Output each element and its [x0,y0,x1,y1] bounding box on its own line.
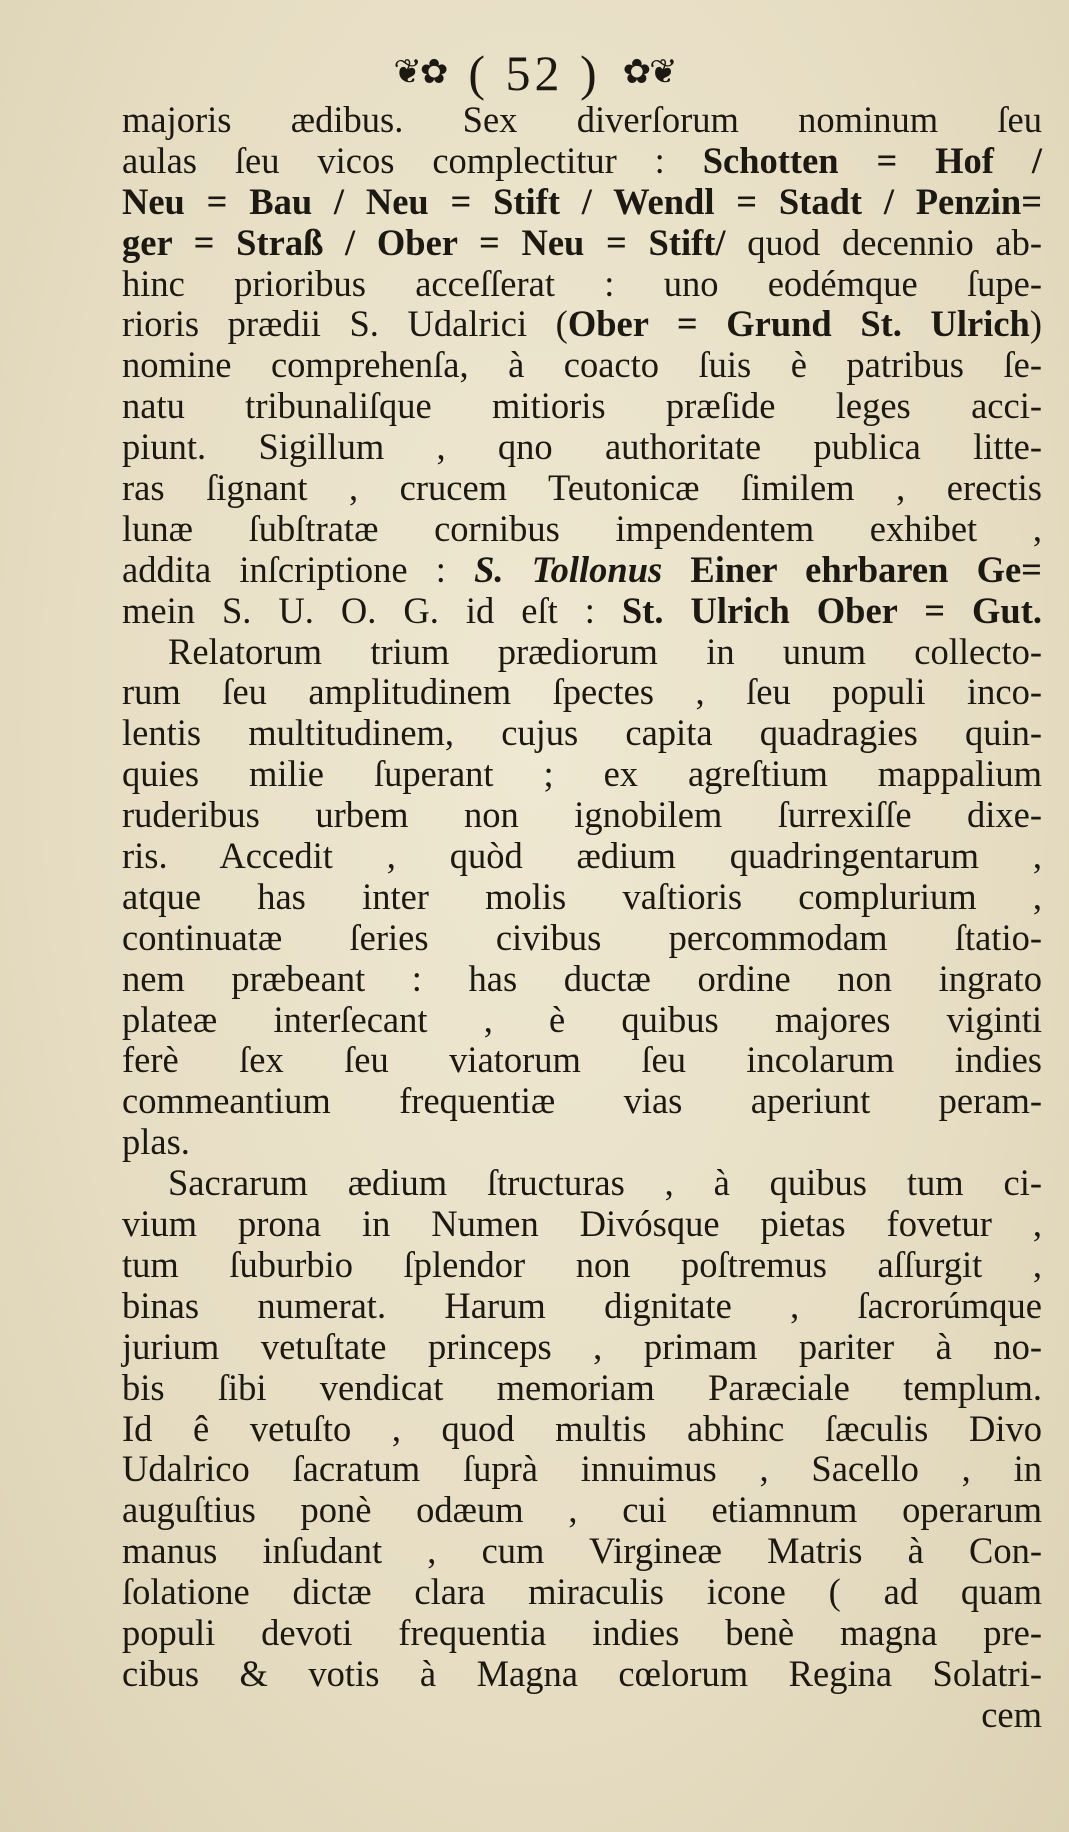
text-line [122,1245,1042,1286]
text-segment: continuatæ ſeries civibus percommodam ſtatio- [122,916,1042,958]
text-segment: plateæ interſecant , è quibus majores viginti [122,998,1042,1040]
text-segment: tum ſuburbio ſplendor non poſtremus aſſurgit , [122,1243,1042,1285]
text-segment: ſolatione dictæ clara miraculis icone ( ad quam [122,1571,1042,1613]
text-segment: mein S. U. O. G. id eſt : [122,589,622,631]
text-segment: majoris ædibus. Sex diverſorum nominum ſeu [122,99,1042,140]
text-segment: ferè ſex ſeu viatorum ſeu incolarum indies [122,1039,1042,1081]
right-ornament-icon: ✿❦ [622,54,676,91]
text-segment: lentis multitudinem, cujus capita quadragies quin- [122,712,1042,754]
text-line [122,1000,1042,1041]
text-line [122,427,1042,468]
text-line [122,1368,1042,1409]
text-segment: cibus & votis à Magna cœlorum Regina Solatri- [122,1652,1042,1694]
text-line [122,1204,1042,1245]
text-segment: addita inſcriptione : [122,548,475,590]
text-line [122,795,1042,836]
text-line [122,304,1042,345]
text-line [122,223,1042,264]
text-line [122,141,1042,182]
text-line [122,877,1042,918]
text-segment: natu tribunaliſque mitioris præſide leges acci- [122,385,1042,427]
text-line [122,1327,1042,1368]
text-segment: rum ſeu amplitudinem ſpectes , ſeu populi inco- [122,671,1042,713]
body-text [122,100,1042,1736]
text-line [122,468,1042,509]
text-segment: plas. [122,1121,190,1163]
text-segment: piunt. Sigillum , qno authoritate publica litte- [122,426,1042,468]
text-line [122,1040,1042,1081]
text-line [122,713,1042,754]
text-line [122,632,1042,673]
text-line [122,182,1042,223]
text-segment: vium prona in Numen Divósque pietas fovetur , [122,1203,1042,1245]
text-segment: commeantium frequentiæ vias aperiunt peram- [122,1080,1042,1122]
italic-text: S. Tollonus [474,548,663,590]
fraktur-text: Einer ehrbaren Ge= [662,548,1042,590]
text-line [122,1531,1042,1572]
text-segment: Sacrarum ædium ſtructuras , à quibus tum ci- [168,1162,1042,1204]
text-segment: nomine comprehenſa, à coacto ſuis è patribus ſe- [122,344,1042,386]
text-line [122,1163,1042,1204]
text-segment: atque has inter molis vaſtioris complurium , [122,875,1042,917]
page-number: ( 52 ) [468,45,601,101]
paragraph [122,100,1042,632]
text-line [122,345,1042,386]
text-line [122,1286,1042,1327]
catchword: cem [981,1693,1042,1735]
left-ornament-icon: ❦✿ [393,54,447,91]
text-segment: aulas ſeu vicos complectitur : [122,139,703,181]
text-line [122,959,1042,1000]
text-line [122,1572,1042,1613]
text-segment: jurium vetuſtate princeps , primam pariter à no- [122,1325,1042,1367]
text-line [122,1122,1042,1163]
text-segment: nem præbeant : has ductæ ordine non ingrato [122,957,1042,999]
text-line [122,509,1042,550]
text-segment: lunæ ſubſtratæ cornibus impendentem exhibet , [122,507,1042,549]
text-segment: rioris prædii S. Udalrici ( [122,303,568,345]
text-line [122,918,1042,959]
text-segment: ruderibus urbem non ignobilem ſurrexiſſe dixe- [122,794,1042,836]
fraktur-text: Schotten = Hof / [702,139,1042,181]
text-line [122,672,1042,713]
text-segment: hinc prioribus acceſſerat : uno eodémque ſupe- [122,262,1042,304]
paragraph [122,632,1042,1164]
text-segment: manus inſudant , cum Virgineæ Matris à Con- [122,1530,1042,1572]
text-line [122,836,1042,877]
text-segment: Id ê vetuſto , quod multis abhinc ſæculis Divo [122,1407,1042,1449]
paragraph [122,1163,1042,1695]
text-segment: binas numerat. Harum dignitate , ſacrorúmque [122,1284,1042,1326]
text-line [122,1409,1042,1450]
text-line [122,1490,1042,1531]
text-segment: auguſtius ponè odæum , cui etiamnum operarum [122,1489,1042,1531]
fraktur-text: Neu = Bau / Neu = Stift / Wendl = Stadt / Penzin= [122,180,1042,222]
text-line [122,386,1042,427]
text-line [122,591,1042,632]
text-line [122,1081,1042,1122]
fraktur-text: St. Ulrich Ober = Gut. [621,589,1042,631]
text-segment: quod decennio ab- [725,221,1042,263]
text-segment: populi devoti frequentia indies benè magna pre- [122,1611,1042,1653]
text-line [122,264,1042,305]
text-line [122,1449,1042,1490]
fraktur-text: Ober = Grund St. Ulrich [567,303,1030,345]
text-line [122,1613,1042,1654]
text-line [122,550,1042,591]
text-segment: ) [1029,303,1042,345]
text-segment: bis ſibi vendicat memoriam Paræciale templum. [122,1366,1042,1408]
text-line [122,754,1042,795]
text-segment: ras ſignant , crucem Teutonicæ ſimilem , erectis [122,467,1042,509]
text-line [122,1654,1042,1695]
fraktur-text: ger = Straß / Ober = Neu = Stift/ [122,221,726,263]
text-segment: Relatorum trium prædiorum in unum collecto- [168,630,1042,672]
text-segment: Udalrico ſacratum ſuprà innuimus , Sacello , in [122,1448,1042,1490]
text-segment: quies milie ſuperant ; ex agreſtium mappalium [122,753,1042,795]
text-segment: ris. Accedit , quòd ædium quadringentarum , [122,835,1042,877]
page-header [0,38,1069,108]
text-line [122,100,1042,141]
